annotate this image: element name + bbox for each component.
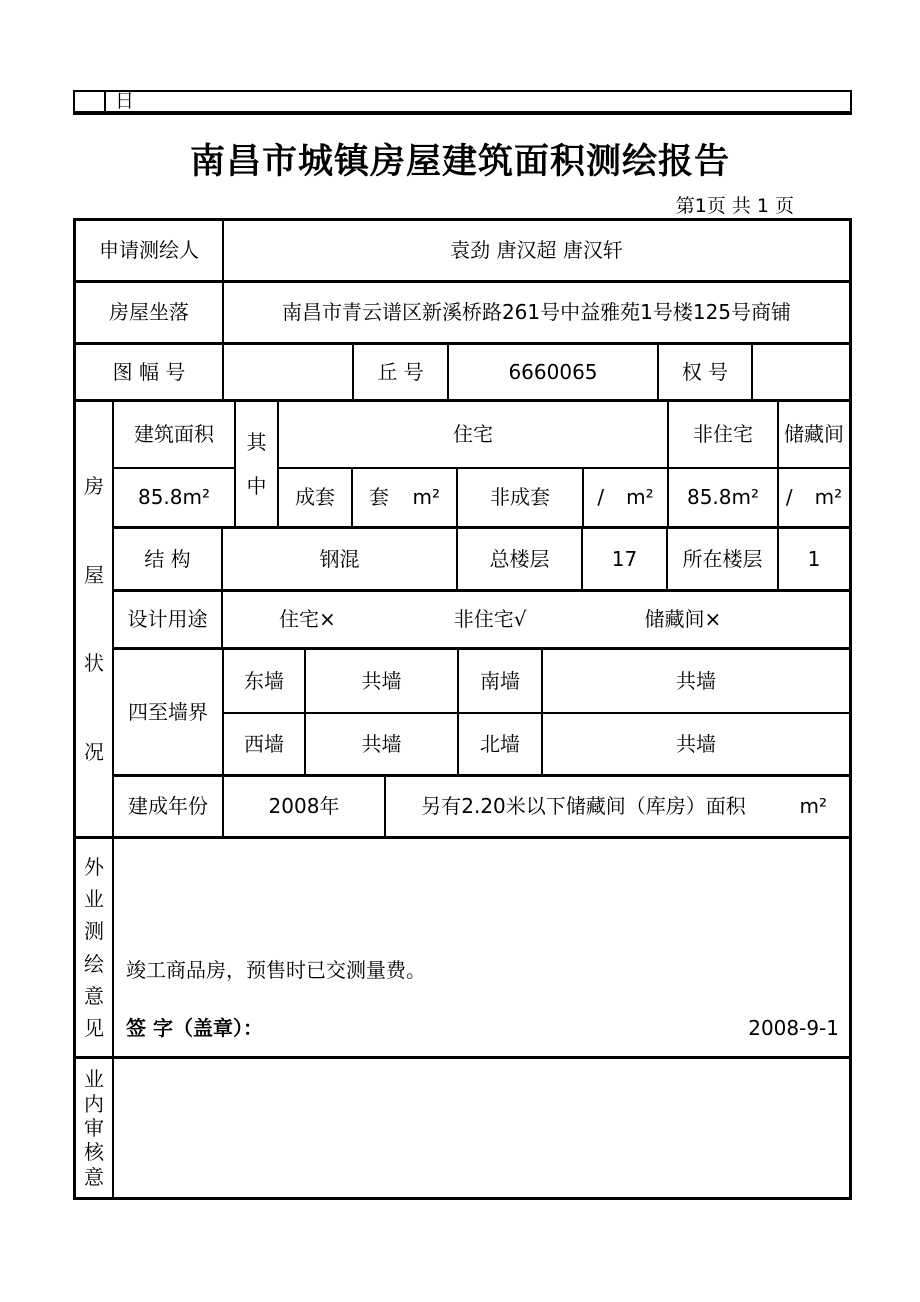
- set-unit-cell: [353, 469, 458, 529]
- location-value: 南昌市青云谱区新溪桥路261号中益雅苑1号楼125号商铺: [224, 283, 849, 345]
- applicant-value: 袁劲 唐汉超 唐汉轩: [224, 221, 849, 283]
- among-which-label: 其 中: [236, 402, 279, 529]
- structure-label: 结 构: [114, 529, 223, 592]
- design-use-values: [223, 592, 849, 650]
- non-residential-value: 85.8m²: [669, 469, 779, 529]
- storage-header: 储藏间: [779, 402, 849, 469]
- south-wall-label: 南墙: [459, 650, 543, 714]
- plot-number-value: 6660065: [449, 345, 659, 402]
- field-survey-content: [114, 839, 849, 1059]
- east-wall-value: 共墙: [306, 650, 459, 714]
- north-wall-label: 北墙: [459, 714, 543, 777]
- page-title: 南昌市城镇房屋建筑面积测绘报告: [189, 142, 730, 182]
- storage-value: /: [785, 485, 793, 509]
- west-wall-label: 西墙: [224, 714, 306, 777]
- building-area-value: 85.8m²: [114, 469, 236, 529]
- design-use-residential: 住宅×: [279, 607, 336, 631]
- location-label: 房屋坐落: [76, 283, 224, 345]
- west-wall-value: 共墙: [306, 714, 459, 777]
- storage-unit: m²: [814, 485, 843, 509]
- top-box-day-label: 日: [115, 90, 135, 112]
- map-sheet-label: 图 幅 号: [76, 345, 224, 402]
- page-number-info: 第1页 共 1 页: [675, 195, 794, 217]
- top-box-stub-cell: [75, 92, 106, 111]
- housing-status-side-label: 房 屋 状 况: [76, 402, 114, 839]
- field-survey-side-label: 外 业 测 绘 意 见: [76, 839, 114, 1059]
- incomplete-set-unit: m²: [626, 485, 654, 509]
- extra-storage-text: 另有2.20米以下储藏间（库房）面积: [421, 794, 746, 818]
- survey-date: 2008-9-1: [748, 1016, 839, 1040]
- design-use-storage: 储藏间×: [644, 607, 722, 631]
- extra-storage-cell: [386, 777, 849, 839]
- south-wall-value: 共墙: [543, 650, 849, 714]
- complete-set-label: 成套: [279, 469, 353, 529]
- internal-review-content-empty: [114, 1059, 849, 1197]
- field-survey-remark: 竣工商品房，预售时已交测量费。: [126, 958, 426, 982]
- year-built-value: 2008年: [224, 777, 386, 839]
- set-unit: m²: [412, 485, 440, 509]
- east-wall-label: 东墙: [224, 650, 306, 714]
- incomplete-set-value: /: [597, 485, 605, 509]
- incomplete-set-label: 非成套: [458, 469, 584, 529]
- incomplete-set-value-cell: [584, 469, 669, 529]
- design-use-label: 设计用途: [114, 592, 223, 650]
- applicant-label: 申请测绘人: [76, 221, 224, 283]
- extra-storage-unit: m²: [799, 794, 827, 818]
- total-floors-label: 总楼层: [458, 529, 583, 592]
- storage-value-cell: [779, 469, 849, 529]
- building-area-label: 建筑面积: [114, 402, 236, 469]
- signature-label: 签 字（盖章）：: [126, 1016, 263, 1040]
- structure-value: 钢混: [223, 529, 458, 592]
- plot-number-label: 丘 号: [354, 345, 449, 402]
- residential-header: 住宅: [279, 402, 669, 469]
- total-floors-value: 17: [583, 529, 668, 592]
- walls-label: 四至墙界: [114, 650, 224, 777]
- right-number-label: 权 号: [659, 345, 753, 402]
- year-built-label: 建成年份: [114, 777, 224, 839]
- design-use-non-residential: 非住宅√: [453, 607, 527, 631]
- right-number-value-empty: [753, 345, 849, 402]
- non-residential-header: 非住宅: [669, 402, 779, 469]
- internal-review-side-label: 业 内 审 核 意: [76, 1059, 114, 1197]
- set-label: 套: [369, 485, 389, 509]
- north-wall-value: 共墙: [543, 714, 849, 777]
- report-table: [73, 218, 852, 1200]
- current-floor-label: 所在楼层: [668, 529, 779, 592]
- top-date-box: [73, 90, 852, 115]
- map-sheet-value-empty: [224, 345, 354, 402]
- current-floor-value: 1: [779, 529, 849, 592]
